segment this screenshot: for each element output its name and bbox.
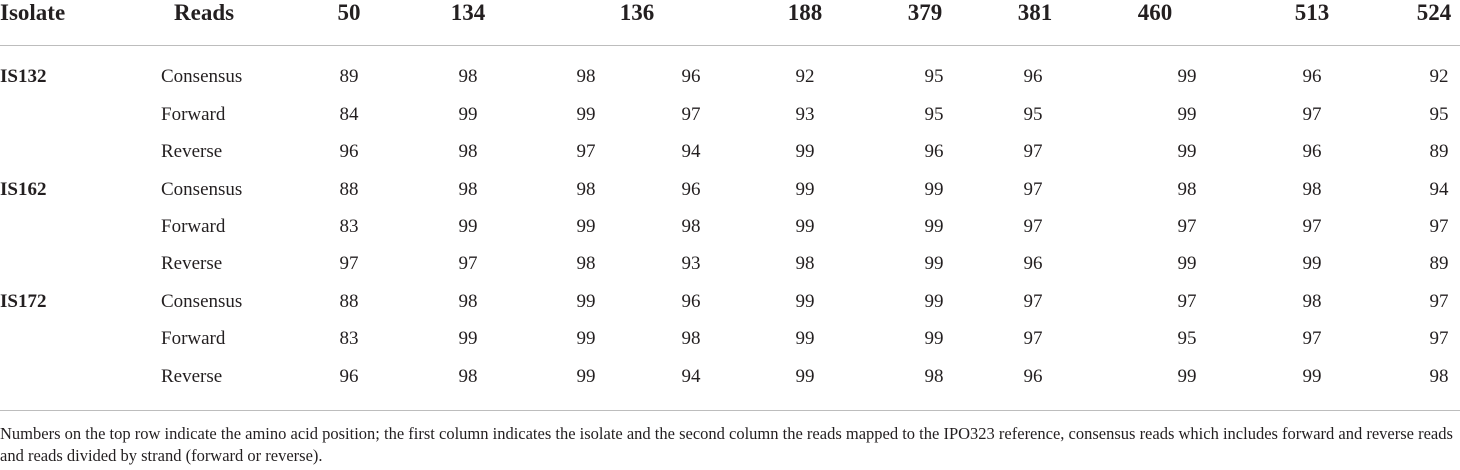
value-cell: 97 [681,104,701,125]
value-cell: 95 [924,104,944,125]
value-cell: 97 [1302,216,1322,237]
value-cell: 96 [681,291,701,312]
reads-cell: Forward [161,104,226,125]
value-cell: 99 [576,328,596,349]
reads-cell: Reverse [161,141,223,162]
value-cell: 99 [458,104,478,125]
value-cell: 97 [1429,216,1449,237]
header-pos-381: 381 [1017,0,1053,25]
value-cell: 96 [1302,66,1322,87]
header-pos-513: 513 [1294,0,1330,25]
isolate-cell: IS162 [0,179,47,200]
value-cell: 84 [339,104,359,125]
header-pos-50: 50 [337,0,361,25]
value-cell: 94 [1429,179,1449,200]
value-cell: 95 [1023,104,1043,125]
header-pos-524: 524 [1416,0,1452,25]
value-cell: 99 [1177,141,1197,162]
value-cell: 98 [576,179,596,200]
isolate-cell: IS172 [0,291,47,312]
value-cell: 83 [339,216,359,237]
isolate-cell: IS132 [0,66,47,87]
value-cell: 99 [1302,366,1322,387]
value-cell: 93 [681,253,701,274]
value-cell: 98 [1302,179,1322,200]
reads-cell: Consensus [161,179,243,200]
table-footnote: Numbers on the top row indicate the amino acid position; the first column indicates the isolate and the second column the reads mapped to the IPO323 reference, consensus reads which includes forward and reverse reads and reads divided by strand (forward or reverse). [0,424,1453,465]
value-cell: 96 [681,66,701,87]
value-cell: 98 [681,216,701,237]
value-cell: 89 [1429,253,1449,274]
value-cell: 97 [1023,216,1043,237]
value-cell: 92 [1429,66,1449,87]
value-cell: 96 [924,141,944,162]
value-cell: 83 [339,328,359,349]
value-cell: 96 [1302,141,1322,162]
value-cell: 99 [924,253,944,274]
value-cell: 99 [924,328,944,349]
value-cell: 99 [795,179,815,200]
reads-cell: Forward [161,216,226,237]
value-cell: 99 [1177,66,1197,87]
value-cell: 99 [795,366,815,387]
reads-cell: Consensus [161,66,243,87]
value-cell: 97 [1429,328,1449,349]
value-cell: 96 [339,141,359,162]
value-cell: 97 [458,253,478,274]
reads-cell: Reverse [161,253,223,274]
value-cell: 98 [1302,291,1322,312]
footer-divider [0,410,1460,411]
value-cell: 99 [576,216,596,237]
value-cell: 88 [339,291,359,312]
header-pos-134: 134 [450,0,486,25]
value-cell: 97 [1302,104,1322,125]
value-cell: 95 [1429,104,1449,125]
value-cell: 99 [795,291,815,312]
value-cell: 98 [458,66,478,87]
value-cell: 96 [1023,253,1043,274]
value-cell: 98 [924,366,944,387]
value-cell: 98 [458,179,478,200]
value-cell: 98 [1177,179,1197,200]
value-cell: 94 [681,141,701,162]
value-cell: 97 [339,253,359,274]
value-cell: 99 [795,141,815,162]
value-cell: 98 [458,141,478,162]
header-pos-188: 188 [787,0,823,25]
value-cell: 95 [1177,328,1197,349]
header-isolate: Isolate [0,0,66,25]
value-cell: 99 [1177,253,1197,274]
value-cell: 88 [339,179,359,200]
reads-cell: Reverse [161,366,223,387]
value-cell: 96 [681,179,701,200]
value-cell: 98 [795,253,815,274]
value-cell: 97 [1023,291,1043,312]
value-cell: 99 [924,291,944,312]
value-cell: 97 [1302,328,1322,349]
value-cell: 95 [924,66,944,87]
value-cell: 97 [1429,291,1449,312]
value-cell: 89 [339,66,359,87]
value-cell: 93 [795,104,815,125]
header-pos-136: 136 [619,0,655,25]
value-cell: 96 [339,366,359,387]
header-divider [0,45,1460,46]
value-cell: 99 [795,328,815,349]
value-cell: 99 [1302,253,1322,274]
value-cell: 99 [924,216,944,237]
reads-cell: Consensus [161,291,243,312]
value-cell: 98 [458,291,478,312]
value-cell: 98 [458,366,478,387]
value-cell: 97 [1023,179,1043,200]
value-cell: 99 [458,216,478,237]
value-cell: 97 [576,141,596,162]
header-pos-460: 460 [1137,0,1173,25]
value-cell: 99 [576,104,596,125]
value-cell: 97 [1177,291,1197,312]
value-cell: 97 [1023,328,1043,349]
value-cell: 99 [1177,104,1197,125]
value-cell: 96 [1023,66,1043,87]
value-cell: 99 [576,291,596,312]
value-cell: 98 [576,66,596,87]
value-cell: 98 [576,253,596,274]
value-cell: 98 [1429,366,1449,387]
value-cell: 99 [576,366,596,387]
value-cell: 99 [924,179,944,200]
value-cell: 94 [681,366,701,387]
value-cell: 99 [1177,366,1197,387]
reads-cell: Forward [161,328,226,349]
value-cell: 99 [458,328,478,349]
header-reads: Reads [174,0,235,25]
value-cell: 92 [795,66,815,87]
value-cell: 97 [1177,216,1197,237]
header-pos-379: 379 [907,0,943,25]
value-cell: 89 [1429,141,1449,162]
value-cell: 97 [1023,141,1043,162]
value-cell: 99 [795,216,815,237]
value-cell: 98 [681,328,701,349]
value-cell: 96 [1023,366,1043,387]
